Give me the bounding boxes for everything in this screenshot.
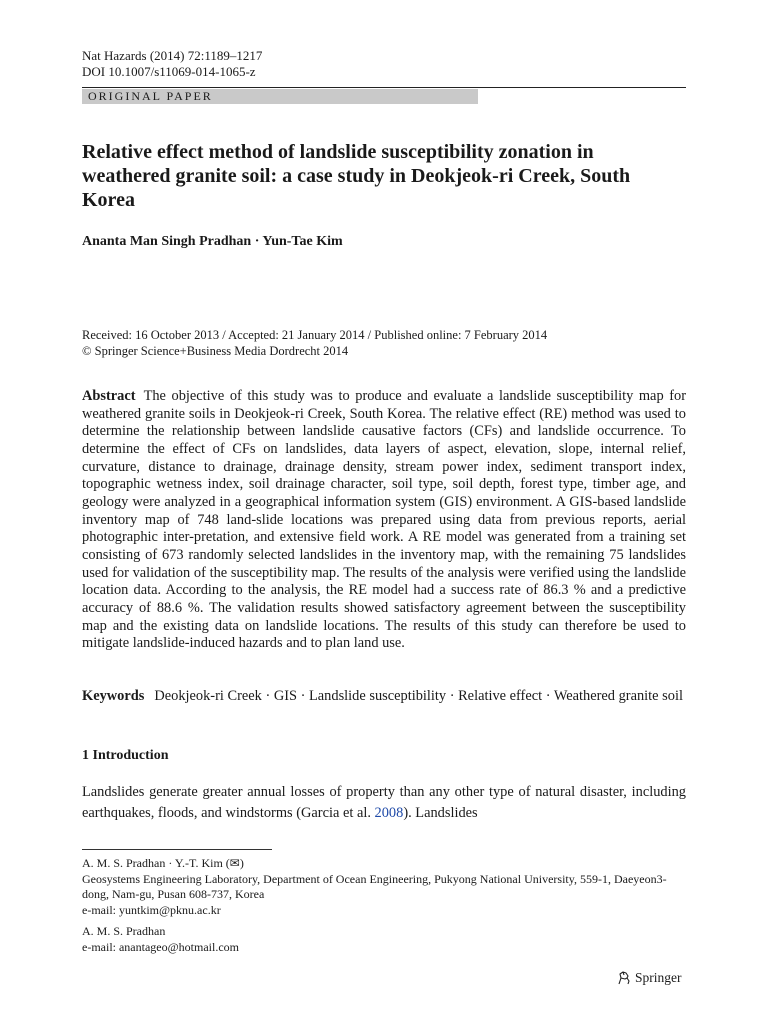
abstract-label: Abstract [82,388,136,404]
copyright-line: © Springer Science+Business Media Dordrecht 2014 [82,344,349,358]
intro-text-end: ). Landslides [403,805,478,821]
journal-citation: Nat Hazards (2014) 72:1189–1217 [82,48,263,63]
intro-paragraph [82,782,686,824]
footnote-names: A. M. S. Pradhan · Y.-T. Kim (✉) [82,856,244,870]
publisher-logo [616,970,682,986]
section-heading: 1 Introduction [82,748,169,763]
abstract [82,388,686,653]
springer-horse-icon [616,970,632,986]
article-title: Relative effect method of landslide susceptibility zonation in weathered granite soil: a case study in Deokjeok-ri Creek, South Korea [82,141,631,211]
article-type-label: ORIGINAL PAPER [88,89,213,103]
publisher-name: Springer [635,970,682,985]
footnote-affiliation: Geosystems Engineering Laboratory, Department of Ocean Engineering, Pukyong National University, 559-1, Daeyeon3-dong, Nam-gu, Pusan 608-737, Korea [82,871,667,901]
footnote-email-1[interactable]: e-mail: yuntkim@pknu.ac.kr [82,902,221,917]
author-footnote [82,856,686,955]
journal-header [82,48,262,80]
footnote-rule [82,849,272,850]
keywords-text: Deokjeok-ri Creek · GIS · Landslide susceptibility · Relative effect · Weathered granite soil [154,688,683,704]
footnote-name-2: A. M. S. Pradhan [82,924,166,938]
keywords [82,686,686,706]
citation-link[interactable]: 2008 [374,805,404,821]
intro-text: Landslides generate greater annual losses of property than any other type of natural disaster, including earthquakes, floods, and windstorms (Garcia et al. [82,784,686,821]
author-list: Ananta Man Singh Pradhan · Yun-Tae Kim [82,234,343,249]
doi[interactable]: DOI 10.1007/s11069-014-1065-z [82,64,256,79]
abstract-text: The objective of this study was to produce and evaluate a landslide susceptibility map for weathered granite soils in Deokjeok-ri Creek, South Korea. The relative effect (RE) method was used to determine the relationship between landslide causative factors (CFs) and landslide occurrence. To determine the effect of CFs on landslides, data layers of aspect, elevation, slope, internal relief, curvature, distance to drainage, drainage density, stream power index, sediment transport index, topographic wetness index, soil drainage character, soil type, soil depth, forest type, timber age, and geology were analyzed in a geographical information system (GIS) environment. A GIS-based landslide inventory map of 748 land-slide locations was prepared using data from previous reports, aerial photographic inter-pretation, and extensive field work. A RE model was generated from a training set consisting of 673 randomly selected landslides in the inventory map, with the remaining 75 landslides used for validation of the susceptibility map. The results of the analysis were verified using the landslide location data. According to the analysis, the RE model had a success rate of 86.3 % and a predictive accuracy of 88.6 %. The validation results showed satisfactory agreement between the susceptibility map and the existing data on landslide locations. The results of this study can therefore be used to mitigate landslide-induced hazards and to plan land use. [82,388,686,652]
keywords-label: Keywords [82,688,145,704]
date-history: Received: 16 October 2013 / Accepted: 21 January 2014 / Published online: 7 February 2014 [82,328,548,342]
header-rule [82,87,686,88]
footnote-email-2[interactable]: e-mail: anantageo@hotmail.com [82,939,239,954]
publication-dates [82,327,547,359]
